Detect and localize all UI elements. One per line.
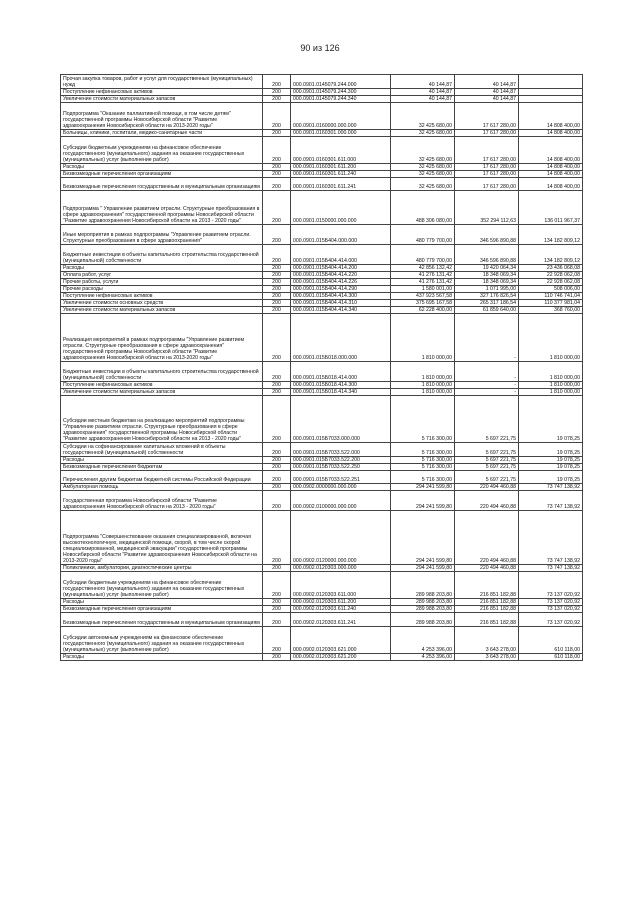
row-code-cell: 200 [263, 456, 291, 463]
row-kbk-cell: 000.0901.0160301.611.240 [291, 170, 391, 177]
row-code-cell: 200 [263, 599, 291, 606]
row-name-cell: Субсидии местным бюджетам на реализацию мероприятий подпрограммы "Управление развитием отрасли. Структурные преобразования в сфере здравоохранения" государственной программы Новосибирской области "Развитие здравоохранения Новосибирской области на 2013 - 2020 годы" [61, 395, 263, 442]
row-name-cell: Прочие расходы [61, 286, 263, 293]
row-executed-cell: 346 596 890,88 [455, 245, 519, 265]
row-approved-cell: 1 810 000,00 [391, 381, 455, 388]
row-remaining-cell: 1 810 000,00 [519, 381, 583, 388]
row-remaining-cell: 73 137 020,92 [519, 613, 583, 627]
row-executed-cell: 346 596 890,88 [455, 224, 519, 244]
table-row [61, 613, 583, 627]
row-remaining-cell: 368 760,00 [519, 307, 583, 314]
row-kbk-cell: 000.0901.015Б018.414.000 [291, 361, 391, 381]
row-remaining-cell [519, 95, 583, 102]
row-name-cell: Расходы [61, 599, 263, 606]
row-executed-cell: 18 348 069,34 [455, 279, 519, 286]
row-code-cell: 200 [263, 75, 291, 89]
row-approved-cell: 41 276 131,42 [391, 272, 455, 279]
row-kbk-cell: 000.0901.0160000.000.000 [291, 102, 391, 129]
row-kbk-cell: 000.0902.0100000.000.000 [291, 491, 391, 511]
row-code-cell: 200 [263, 388, 291, 395]
table-row [61, 245, 583, 265]
table-row [61, 170, 583, 177]
row-kbk-cell: 000.0901.015Б7033.522.250 [291, 463, 391, 470]
row-approved-cell: 5 716 300,00 [391, 463, 455, 470]
row-approved-cell: 480 779 700,00 [391, 224, 455, 244]
row-code-cell: 200 [263, 95, 291, 102]
row-remaining-cell: 1 810 000,00 [519, 388, 583, 395]
row-approved-cell: 40 144,87 [391, 95, 455, 102]
row-code-cell: 200 [263, 653, 291, 660]
row-code-cell: 200 [263, 300, 291, 307]
row-approved-cell: 42 856 132,42 [391, 265, 455, 272]
row-kbk-cell: 000.0901.0145079.244.300 [291, 88, 391, 95]
row-code-cell: 200 [263, 272, 291, 279]
row-executed-cell: 61 859 640,00 [455, 307, 519, 314]
table-row [61, 361, 583, 381]
row-kbk-cell: 000.0901.015Б404.414.000 [291, 245, 391, 265]
row-approved-cell: 62 228 400,00 [391, 307, 455, 314]
row-executed-cell: 220 494 460,88 [455, 565, 519, 572]
row-code-cell: 200 [263, 177, 291, 191]
table-row [61, 95, 583, 102]
row-kbk-cell: 000.0902.0120303.611.241 [291, 613, 391, 627]
row-name-cell: Расходы [61, 265, 263, 272]
table-row [61, 129, 583, 136]
row-name-cell: Расходы [61, 163, 263, 170]
row-approved-cell: 375 695 167,58 [391, 300, 455, 307]
table-row [61, 456, 583, 463]
table-row [61, 653, 583, 660]
row-remaining-cell: 73 137 020,92 [519, 606, 583, 613]
row-code-cell: 200 [263, 88, 291, 95]
row-code-cell: 200 [263, 470, 291, 484]
row-approved-cell: 1 810 000,00 [391, 314, 455, 361]
row-remaining-cell: 610 118,00 [519, 653, 583, 660]
row-executed-cell: 17 617 280,00 [455, 129, 519, 136]
row-name-cell: Увеличение стоимости материальных запасов [61, 388, 263, 395]
row-kbk-cell: 000.0901.015Б018.414.300 [291, 381, 391, 388]
row-remaining-cell: 134 182 809,12 [519, 245, 583, 265]
row-remaining-cell: 73 747 138,92 [519, 484, 583, 491]
table-row [61, 314, 583, 361]
row-remaining-cell: 110 746 741,04 [519, 293, 583, 300]
table-row [61, 265, 583, 272]
row-remaining-cell [519, 75, 583, 89]
table-row [61, 565, 583, 572]
row-kbk-cell: 000.0901.015Б404.414.220 [291, 272, 391, 279]
row-remaining-cell: 14 808 400,00 [519, 102, 583, 129]
row-name-cell: Прочие работы, услуги [61, 279, 263, 286]
row-remaining-cell: 22 928 062,08 [519, 272, 583, 279]
row-approved-cell: 32 425 680,00 [391, 129, 455, 136]
row-name-cell: Расходы [61, 653, 263, 660]
row-kbk-cell: 000.0901.015Б404.414.340 [291, 307, 391, 314]
row-name-cell: Субсидии бюджетным учреждениям на финансовое обеспечение государственного (муниципального) задания на оказание государственных (муниципальных) услуг (выполнение работ) [61, 136, 263, 163]
table-row [61, 136, 583, 163]
row-kbk-cell: 000.0901.015Б018.414.340 [291, 388, 391, 395]
table-row [61, 484, 583, 491]
row-code-cell: 200 [263, 572, 291, 599]
row-approved-cell: 1 810 000,00 [391, 361, 455, 381]
table-row [61, 599, 583, 606]
row-remaining-cell: 19 078,25 [519, 463, 583, 470]
row-executed-cell: - [455, 388, 519, 395]
row-kbk-cell: 000.0901.0160301.611.200 [291, 163, 391, 170]
row-kbk-cell: 000.0902.0120303.611.240 [291, 606, 391, 613]
table-row [61, 177, 583, 191]
table-row [61, 300, 583, 307]
row-name-cell: Больницы, клиники, госпитали, медико-санитарные части [61, 129, 263, 136]
row-name-cell: Безвозмездные перечисления организациям [61, 606, 263, 613]
row-name-cell: Прочая закупка товаров, работ и услуг для государственных (муниципальных) нужд [61, 75, 263, 89]
table-row [61, 102, 583, 129]
row-executed-cell: 216 851 182,88 [455, 613, 519, 627]
row-approved-cell: 5 716 300,00 [391, 470, 455, 484]
row-executed-cell: 18 348 069,34 [455, 272, 519, 279]
row-approved-cell: 40 144,87 [391, 88, 455, 95]
row-executed-cell: 5 697 221,75 [455, 443, 519, 457]
row-approved-cell: 294 241 599,80 [391, 491, 455, 511]
row-name-cell: Государственная программа Новосибирской области "Развитие здравоохранения Новосибирской области на 2013 - 2020 годы" [61, 491, 263, 511]
row-code-cell: 200 [263, 613, 291, 627]
row-approved-cell: 32 425 680,00 [391, 136, 455, 163]
row-name-cell: Бюджетные инвестиции в объекты капитального строительства государственной (муниципальной) собственности [61, 245, 263, 265]
table-row [61, 511, 583, 565]
row-code-cell: 200 [263, 245, 291, 265]
row-remaining-cell: 1 810 000,00 [519, 361, 583, 381]
row-code-cell: 200 [263, 463, 291, 470]
row-name-cell: Увеличение стоимости материальных запасов [61, 95, 263, 102]
row-kbk-cell: 000.0902.0120000.000.000 [291, 511, 391, 565]
table-row [61, 307, 583, 314]
row-approved-cell: 294 241 599,80 [391, 565, 455, 572]
table-row [61, 88, 583, 95]
row-remaining-cell: 14 808 400,00 [519, 170, 583, 177]
row-kbk-cell: 000.0901.015Б404.414.200 [291, 265, 391, 272]
row-executed-cell: 1 071 995,00 [455, 286, 519, 293]
row-name-cell: Безвозмездные перечисления государственным и муниципальным организациям [61, 177, 263, 191]
page-number-header: 90 из 126 [300, 43, 340, 53]
row-kbk-cell: 000.0901.015Б404.414.290 [291, 286, 391, 293]
row-name-cell: Увеличение стоимости материальных запасов [61, 307, 263, 314]
table-row [61, 470, 583, 484]
row-executed-cell: 216 851 182,88 [455, 599, 519, 606]
table-row [61, 191, 583, 225]
row-code-cell: 200 [263, 102, 291, 129]
row-approved-cell: 289 988 203,80 [391, 606, 455, 613]
row-executed-cell: 17 617 280,00 [455, 170, 519, 177]
table-row [61, 272, 583, 279]
row-approved-cell: 289 988 203,80 [391, 599, 455, 606]
row-code-cell: 200 [263, 565, 291, 572]
row-kbk-cell: 000.0902.0120303.000.000 [291, 565, 391, 572]
row-remaining-cell: 73 137 020,92 [519, 599, 583, 606]
row-kbk-cell: 000.0901.015Б404.414.300 [291, 293, 391, 300]
row-kbk-cell: 000.0901.015Б404.414.226 [291, 279, 391, 286]
table-row [61, 293, 583, 300]
table-row [61, 163, 583, 170]
row-kbk-cell: 000.0901.0160301.611.000 [291, 136, 391, 163]
row-name-cell: Расходы [61, 456, 263, 463]
row-code-cell: 200 [263, 279, 291, 286]
row-executed-cell: 40 144,87 [455, 75, 519, 89]
row-name-cell: Подпрограмма "Совершенствование оказания специализированной, включая высокотехнологичную, медицинской помощи, скорой, в том числе скорой специализированной, медицинской эвакуации" государственной программы Новосибирской области "Развитие здравоохранения Новосибирской области на 2013-2020 годы" [61, 511, 263, 565]
row-name-cell: Безвозмездные перечисления государственным и муниципальным организациям [61, 613, 263, 627]
table-row [61, 381, 583, 388]
row-executed-cell: 327 176 826,54 [455, 293, 519, 300]
row-approved-cell: 5 716 300,00 [391, 456, 455, 463]
row-code-cell: 200 [263, 606, 291, 613]
row-name-cell: Подпрограмма "Оказание паллиативной помощи, в том числе детям" государственной программы Новосибирской области "Развитие здравоохранения Новосибирской области на 2013-2020 годы" [61, 102, 263, 129]
row-approved-cell: 32 425 680,00 [391, 102, 455, 129]
table-row [61, 572, 583, 599]
row-approved-cell: 289 988 203,80 [391, 613, 455, 627]
table-row [61, 75, 583, 89]
row-name-cell: Субсидии бюджетным учреждениям на финансовое обеспечение государственного (муниципального) задания на оказание государственных (муниципальных) услуг (выполнение работ) [61, 572, 263, 599]
row-remaining-cell: 134 182 809,12 [519, 224, 583, 244]
row-name-cell: Поликлиники, амбулатории, диагностические центры [61, 565, 263, 572]
row-name-cell: Субсидии на софинансирование капитальных вложений в объекты государственной (муниципальной) собственности [61, 443, 263, 457]
row-kbk-cell: 000.0902.0120303.621.000 [291, 626, 391, 653]
row-name-cell: Бюджетные инвестиции в объекты капитального строительства государственной (муниципальной) собственности [61, 361, 263, 381]
row-approved-cell: 437 923 567,58 [391, 293, 455, 300]
row-executed-cell: 220 494 460,88 [455, 484, 519, 491]
table-row [61, 395, 583, 442]
row-approved-cell: 4 253 396,00 [391, 626, 455, 653]
row-kbk-cell: 000.0901.0145079.244.000 [291, 75, 391, 89]
table-row [61, 606, 583, 613]
row-approved-cell: 4 253 396,00 [391, 653, 455, 660]
row-name-cell: Иные мероприятия в рамках подпрограммы "Управление развитием отрасли. Структурные преобразования в сфере здравоохранения" [61, 224, 263, 244]
row-remaining-cell: 136 011 967,37 [519, 191, 583, 225]
row-name-cell: Поступление нефинансовых активов [61, 88, 263, 95]
row-name-cell: Оплата работ, услуг [61, 272, 263, 279]
row-code-cell: 200 [263, 191, 291, 225]
row-name-cell: Реализация мероприятий в рамках подпрограммы "Управление развитием отрасли. Структурные преобразования в сфере здравоохранения" государственной программы Новосибирской области "Развитие здравоохранения Новосибирской области на 2013-2020 годы" [61, 314, 263, 361]
row-remaining-cell: 19 078,25 [519, 456, 583, 463]
row-executed-cell: 17 617 280,00 [455, 136, 519, 163]
row-executed-cell: 220 494 460,88 [455, 491, 519, 511]
row-remaining-cell: 14 808 400,00 [519, 129, 583, 136]
row-kbk-cell: 000.0902.0120303.621.200 [291, 653, 391, 660]
row-kbk-cell: 000.0901.015Б7033.000.000 [291, 395, 391, 442]
budget-execution-table [60, 74, 583, 661]
row-kbk-cell: 000.0902.0120303.611.200 [291, 599, 391, 606]
row-code-cell: 200 [263, 170, 291, 177]
row-code-cell: 200 [263, 395, 291, 442]
row-executed-cell: 5 697 221,75 [455, 395, 519, 442]
table-row [61, 286, 583, 293]
row-executed-cell: 17 617 280,00 [455, 102, 519, 129]
row-kbk-cell: 000.0902.0000000.000.000 [291, 484, 391, 491]
row-executed-cell: 216 851 182,88 [455, 606, 519, 613]
row-approved-cell: 32 425 680,00 [391, 177, 455, 191]
row-executed-cell: 17 617 280,00 [455, 163, 519, 170]
row-name-cell: Перечисления другим бюджетам бюджетной системы Российской Федерации [61, 470, 263, 484]
row-approved-cell: 32 425 680,00 [391, 163, 455, 170]
row-code-cell: 200 [263, 163, 291, 170]
table-row [61, 224, 583, 244]
table-body [61, 75, 583, 661]
row-code-cell: 200 [263, 314, 291, 361]
row-kbk-cell: 000.0901.015Б404.000.000 [291, 224, 391, 244]
row-executed-cell: 5 697 221,75 [455, 470, 519, 484]
row-remaining-cell: 73 747 138,92 [519, 491, 583, 511]
row-code-cell: 200 [263, 381, 291, 388]
row-name-cell: Поступление нефинансовых активов [61, 381, 263, 388]
row-approved-cell: 289 988 203,80 [391, 572, 455, 599]
row-kbk-cell: 000.0901.015Б7033.522.200 [291, 456, 391, 463]
row-name-cell: Безвозмездные перечисления организациям [61, 170, 263, 177]
row-approved-cell: 294 241 599,80 [391, 511, 455, 565]
row-name-cell: Поступление нефинансовых активов [61, 293, 263, 300]
row-kbk-cell: 000.0901.015Б018.000.000 [291, 314, 391, 361]
table-row [61, 463, 583, 470]
row-remaining-cell: 19 078,25 [519, 443, 583, 457]
row-code-cell: 200 [263, 224, 291, 244]
row-remaining-cell: 22 928 062,08 [519, 279, 583, 286]
row-executed-cell: 19 420 064,34 [455, 265, 519, 272]
row-name-cell: Безвозмездные перечисления бюджетам [61, 463, 263, 470]
row-code-cell: 200 [263, 286, 291, 293]
row-approved-cell: 1 580 001,00 [391, 286, 455, 293]
row-executed-cell: 352 294 112,63 [455, 191, 519, 225]
row-remaining-cell: 73 137 020,92 [519, 572, 583, 599]
row-kbk-cell: 000.0901.0150000.000.000 [291, 191, 391, 225]
table-row [61, 491, 583, 511]
row-remaining-cell [519, 88, 583, 95]
row-name-cell: Амбулаторная помощь [61, 484, 263, 491]
row-remaining-cell: 110 377 981,04 [519, 300, 583, 307]
row-remaining-cell: 73 747 138,92 [519, 565, 583, 572]
row-kbk-cell: 000.0901.015Б7033.522.000 [291, 443, 391, 457]
table-row [61, 626, 583, 653]
row-executed-cell: 40 144,87 [455, 88, 519, 95]
row-executed-cell: 5 697 221,75 [455, 463, 519, 470]
row-approved-cell: 5 716 300,00 [391, 443, 455, 457]
row-executed-cell: 216 851 182,88 [455, 572, 519, 599]
table-row [61, 388, 583, 395]
row-kbk-cell: 000.0901.015Б404.414.310 [291, 300, 391, 307]
table-row [61, 279, 583, 286]
row-code-cell: 200 [263, 293, 291, 300]
row-executed-cell: - [455, 361, 519, 381]
row-executed-cell: 40 144,87 [455, 95, 519, 102]
row-executed-cell: 220 494 460,88 [455, 511, 519, 565]
row-kbk-cell: 000.0901.0145079.244.340 [291, 95, 391, 102]
row-executed-cell: 5 697 221,75 [455, 456, 519, 463]
row-approved-cell: 294 241 599,80 [391, 484, 455, 491]
row-kbk-cell: 000.0902.0120303.611.000 [291, 572, 391, 599]
row-kbk-cell: 000.0901.0160301.000.000 [291, 129, 391, 136]
row-remaining-cell: 508 006,00 [519, 286, 583, 293]
row-remaining-cell: 610 118,00 [519, 626, 583, 653]
row-code-cell: 200 [263, 484, 291, 491]
row-code-cell: 200 [263, 307, 291, 314]
row-name-cell: Увеличение стоимости основных средств [61, 300, 263, 307]
row-remaining-cell: 14 808 400,00 [519, 177, 583, 191]
row-remaining-cell: 19 078,25 [519, 395, 583, 442]
row-executed-cell: 17 617 280,00 [455, 177, 519, 191]
row-approved-cell: 40 144,87 [391, 75, 455, 89]
row-executed-cell: 3 643 278,00 [455, 653, 519, 660]
row-code-cell: 200 [263, 136, 291, 163]
row-approved-cell: 480 779 700,00 [391, 245, 455, 265]
row-code-cell: 200 [263, 626, 291, 653]
row-executed-cell: 265 317 186,54 [455, 300, 519, 307]
row-remaining-cell: 23 436 068,08 [519, 265, 583, 272]
row-executed-cell: 3 643 278,00 [455, 626, 519, 653]
row-remaining-cell: 14 808 400,00 [519, 163, 583, 170]
row-name-cell: Подпрограмма " Управление развитием отрасли. Структурные преобразования в сфере здравоохранения" государственной программы Новосибирской области "Развитие здравоохранения Новосибирской области на 2013 - 2020 годы" [61, 191, 263, 225]
row-code-cell: 200 [263, 491, 291, 511]
row-code-cell: 200 [263, 511, 291, 565]
row-kbk-cell: 000.0901.0160301.611.241 [291, 177, 391, 191]
row-approved-cell: 1 810 000,00 [391, 388, 455, 395]
row-code-cell: 200 [263, 265, 291, 272]
row-remaining-cell: 19 078,25 [519, 470, 583, 484]
row-executed-cell: - [455, 381, 519, 388]
row-approved-cell: 488 306 080,00 [391, 191, 455, 225]
row-approved-cell: 5 716 300,00 [391, 395, 455, 442]
row-executed-cell: - [455, 314, 519, 361]
row-kbk-cell: 000.0901.015Б7033.522.251 [291, 470, 391, 484]
row-remaining-cell: 14 808 400,00 [519, 136, 583, 163]
row-approved-cell: 41 276 131,42 [391, 279, 455, 286]
row-code-cell: 200 [263, 361, 291, 381]
row-approved-cell: 32 425 680,00 [391, 170, 455, 177]
table-row [61, 443, 583, 457]
row-remaining-cell: 73 747 138,92 [519, 511, 583, 565]
row-remaining-cell: 1 810 000,00 [519, 314, 583, 361]
row-name-cell: Субсидии автономным учреждениям на финансовое обеспечение государственного (муниципального) задания на оказание государственных (муниципальных) услуг (выполнение работ) [61, 626, 263, 653]
row-code-cell: 200 [263, 443, 291, 457]
row-code-cell: 200 [263, 129, 291, 136]
